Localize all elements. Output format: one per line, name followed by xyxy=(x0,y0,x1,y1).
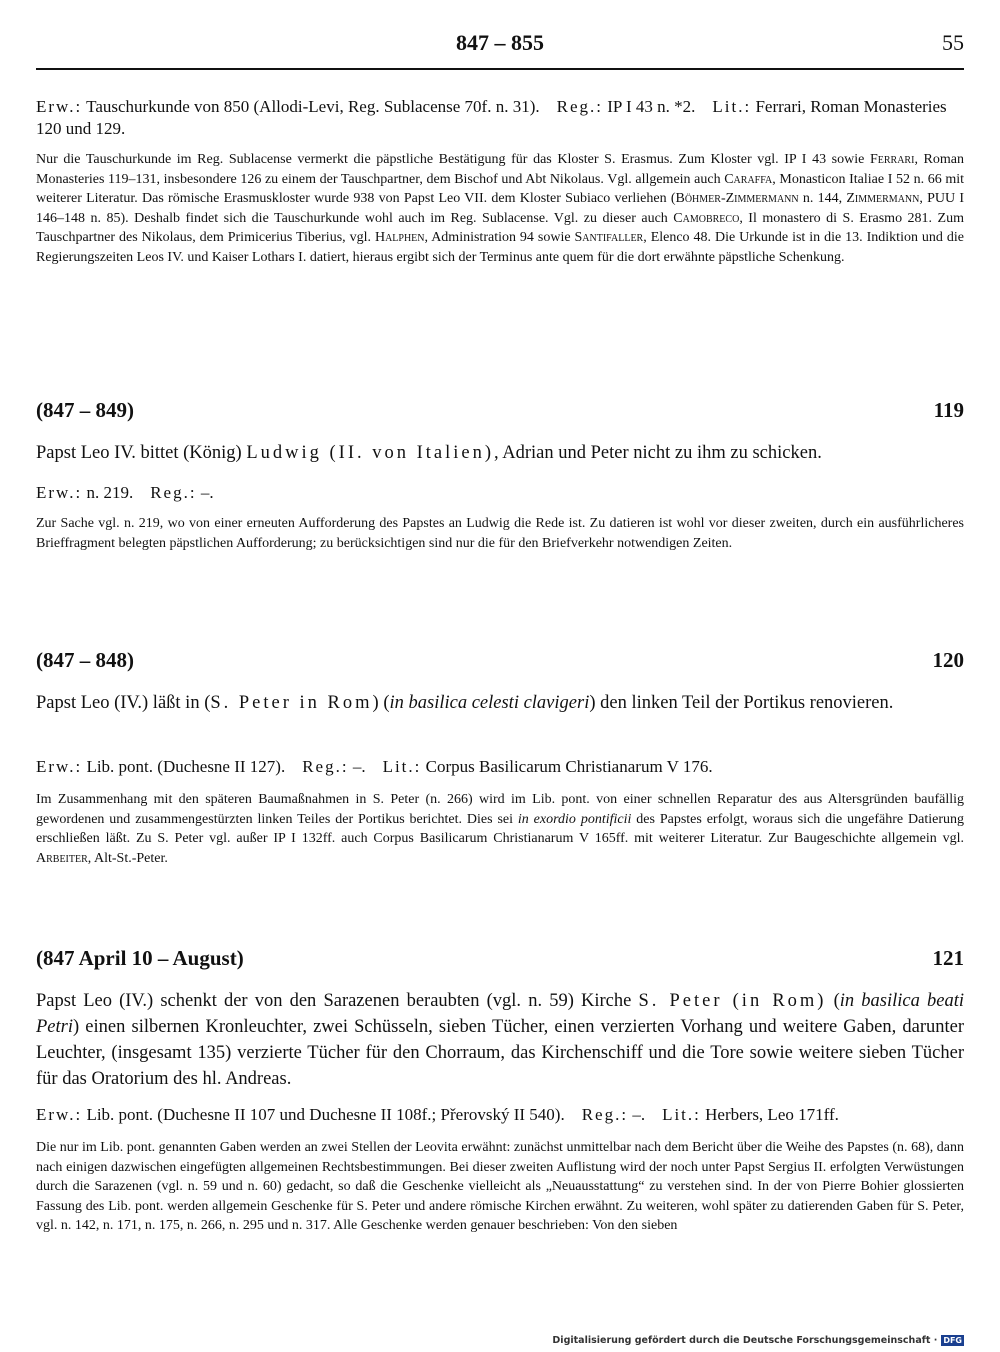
lit-label: Lit.: xyxy=(712,97,752,116)
reg-text: –. xyxy=(200,483,214,502)
reg-text: –. xyxy=(352,757,366,776)
entry-121-regest xyxy=(36,988,964,1092)
reg-label: Reg.: xyxy=(150,483,197,502)
reg-label: Reg.: xyxy=(556,97,603,116)
erw-label: Erw.: xyxy=(36,97,83,116)
entry-121-sources xyxy=(36,1104,964,1126)
entry-121-heading xyxy=(36,946,964,972)
running-head: 847 – 855 xyxy=(456,30,544,55)
source-line xyxy=(36,482,964,504)
erw-text: Lib. pont. (Duchesne II 107 und Duchesne II 108f.; Přerovský II 540). xyxy=(86,1105,565,1124)
lit-label: Lit.: xyxy=(382,757,422,776)
page-number: 55 xyxy=(942,30,964,55)
entry-120-regest xyxy=(36,690,964,716)
dfg-logo-icon: DFG xyxy=(943,1336,962,1345)
erw-text: Lib. pont. (Duchesne II 127). xyxy=(86,757,286,776)
erw-text: n. 219. xyxy=(86,483,134,502)
entry-121-commentary xyxy=(36,1138,964,1236)
entry-date: (847 – 849) xyxy=(36,398,134,422)
entry-number: 119 xyxy=(933,398,964,422)
entry-119-heading xyxy=(36,398,964,424)
reg-label: Reg.: xyxy=(302,757,349,776)
prev-entry-source-line xyxy=(36,96,964,140)
entry-number: 121 xyxy=(932,946,964,970)
entry-119-regest xyxy=(36,440,964,466)
commentary-text: Zur Sache vgl. n. 219, wo von einer erneuten Aufforderung des Papstes an Ludwig die Rede ist. Zu datieren ist wohl vor dieser zweiten, durch ein ausführlicheres Brieffragment belegten päpstlichen Aufforderung; zu berücksichtigen sind nur die für den Briefverkehr notwendigen Zeiten. xyxy=(36,516,964,551)
erw-label: Erw.: xyxy=(36,1105,83,1124)
commentary-text: Im Zusammenhang mit den späteren Baumaßnahmen in S. Peter (n. 266) wird im Lib. pont. von einer schnellen Reparatur des aus Altersgründen baufällig gewordenen und zusammengestürzten linken Teiles der Portikus berichtet. Dies sei in exordio pontificii des Papstes erfolgt, woraus sich die ungefähre Datierung erschließen läßt. Zu S. Peter vgl. außer IP I 132ff. auch Corpus Basilicarum Christianarum V 165ff. mit weiterer Literatur. Zur Baugeschichte allgemein vgl. Arbeiter, Alt-St.-Peter. xyxy=(36,792,964,866)
page-header xyxy=(36,30,964,70)
source-line xyxy=(36,1104,964,1126)
lit-text: Ferrari, Roman Monasteries 120 und 129. xyxy=(36,97,947,138)
entry-number: 120 xyxy=(932,648,964,672)
footer-text: Digitalisierung gefördert durch die Deutsche Forschungsgemeinschaft · xyxy=(552,1335,938,1346)
commentary-text: Nur die Tauschurkunde im Reg. Sublacense vermerkt die päpstliche Bestätigung für das Kloster S. Erasmus. Zum Kloster vgl. IP I 43 sowie Ferrari, Roman Monasteries 119–131, insbesondere 126 zu einem der Tauschpartner, dem Bischof und Abt Nikolaus. Vgl. allgemein auch Caraffa, Monasticon Italiae I 52 n. 66 mit weiterer Literatur. Das römische Erasmuskloster wurde 938 von Papst Leo VII. dem Kloster Subiaco verliehen (Böhmer-Zimmermann n. 144, Zimmermann, PUU I 146–148 n. 85). Deshalb findet sich die Tauschurkunde wohl auch im Reg. Sublacense. Vgl. zu dieser auch Camobreco, Il monastero di S. Erasmo 281. Zum Tauschpartner des Nikolaus, dem Primicerius Tiberius, vgl. Halphen, Administration 94 sowie Santifaller, Elenco 48. Die Urkunde ist in die 13. Indiktion und die Regierungszeiten Leos IV. und Kaiser Lothars I. datiert, hieraus ergibt sich der Terminus ante quem für die dort erwähnte päpstliche Schenkung. xyxy=(36,152,965,265)
entry-119-sources xyxy=(36,482,964,504)
erw-label: Erw.: xyxy=(36,757,83,776)
entry-120-heading xyxy=(36,648,964,674)
source-line xyxy=(36,756,964,778)
reg-label: Reg.: xyxy=(581,1105,629,1124)
commentary-text: Die nur im Lib. pont. genannten Gaben werden an zwei Stellen der Leovita erwähnt: zunächst unmittelbar nach dem Bericht über die Weihe des Papstes (n. 68), dann nach einigen dazwischen eingefügten allgemeinen Rechtsbestimmungen. Bei dieser zweiten Auflistung wird der noch unter Papst Sergius II. erfolgten Verwüstungen durch die Sarazenen (vgl. n. 59 und n. 60) gedacht, so daß die Geschenke vielleicht als „Neuausstattung“ zu verstehen sind. In der von Pierre Bohier glossierten Fassung des Lib. pont. werden allgemein Geschenke für S. Peter und andere römische Kirchen erwähnt. Zu weiteren, wohl später zu datierenden Gaben für S. Peter, vgl. n. 142, n. 171, n. 175, n. 266, n. 295 und n. 317. Alle Geschenke werden genauer beschrieben: Von den sieben xyxy=(36,1140,964,1234)
footer xyxy=(552,1335,964,1346)
entry-date: (847 – 848) xyxy=(36,648,134,672)
prev-entry-sources xyxy=(36,96,964,140)
regest-text: Papst Leo (IV.) schenkt der von den Sarazenen beraubten (vgl. n. 59) Kirche S. Peter (in Rom) (in basilica beati Petri) einen silbernen Kronleuchter, zwei Schüsseln, sieben Tücher, einen verzierten Vorhang und weitere Gaben, darunter Leuchter, (insgesamt 135) verzierte Tücher für den Chorraum, das Kirchenschiff und die Tore sowie weitere sieben Tücher für das Oratorium des hl. Andreas. xyxy=(36,991,964,1089)
reg-text: –. xyxy=(632,1105,646,1124)
prev-entry-commentary xyxy=(36,150,964,268)
lit-text: Corpus Basilicarum Christianarum V 176. xyxy=(425,757,713,776)
lit-label: Lit.: xyxy=(662,1105,701,1124)
erw-text: Tauschurkunde von 850 (Allodi-Levi, Reg. Sublacense 70f. n. 31). xyxy=(86,97,540,116)
regest-text: Papst Leo IV. bittet (König) Ludwig (II. von Italien), Adrian und Peter nicht zu ihm zu schicken. xyxy=(36,443,822,463)
entry-119-commentary xyxy=(36,514,964,553)
entry-date: (847 April 10 – August) xyxy=(36,946,244,970)
erw-label: Erw.: xyxy=(36,483,83,502)
entry-120-commentary xyxy=(36,790,964,868)
entry-120-sources xyxy=(36,756,964,778)
lit-text: Herbers, Leo 171ff. xyxy=(705,1105,839,1124)
reg-text: IP I 43 n. *2. xyxy=(607,97,696,116)
regest-text: Papst Leo (IV.) läßt in (S. Peter in Rom) (in basilica celesti clavigeri) den linken Teil der Portikus renovieren. xyxy=(36,693,894,713)
